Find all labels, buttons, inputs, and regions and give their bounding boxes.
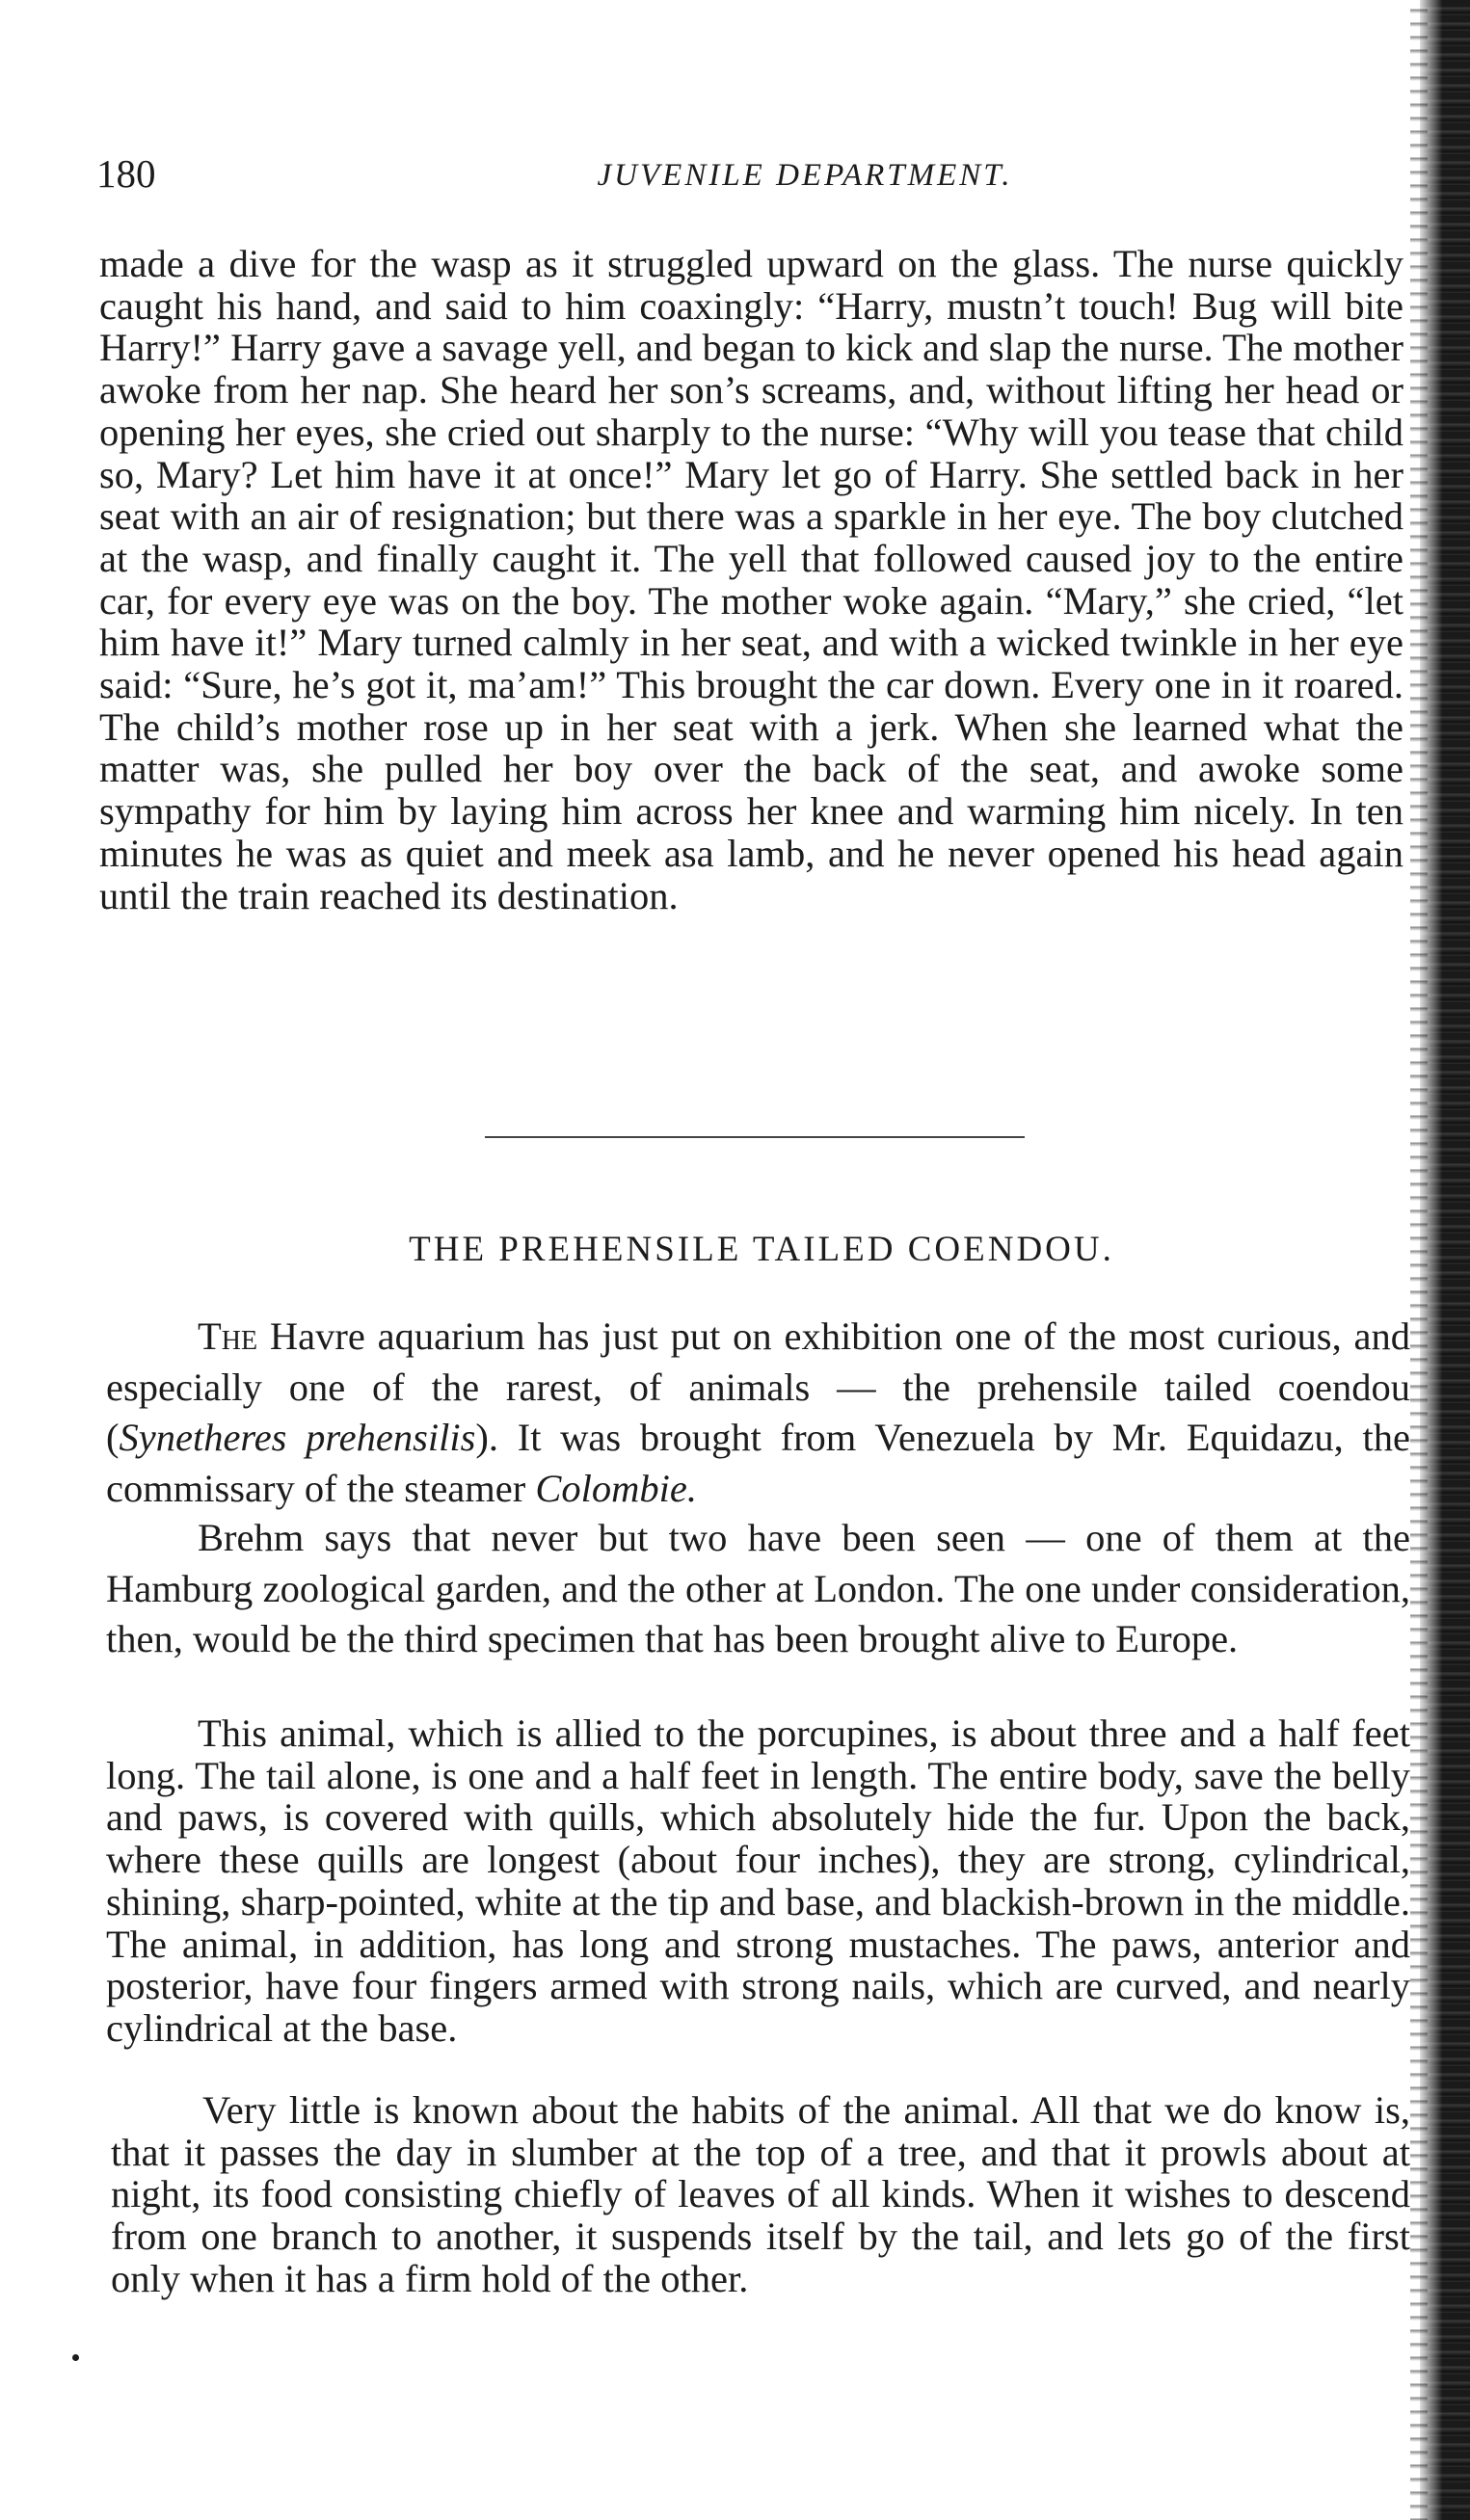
latin-name: Synetheres prehensilis	[119, 1416, 476, 1459]
article-title: THE PREHENSILE TAILED COENDOU.	[409, 1230, 1114, 1269]
ink-speck	[72, 2354, 79, 2361]
brehm-paragraph: Brehm says that never but two have been seen — one of them at the Hamburg zoological garden, and the other at London. The one under consideration, then, would be the third specimen that has been brought alive to Europe.	[106, 1516, 1410, 1660]
article-intro	[106, 1312, 1410, 1514]
page-header	[96, 149, 1427, 198]
page-edge	[1420, 0, 1470, 2520]
intro-paragraph	[106, 1312, 1410, 1514]
description-paragraph-block	[106, 1712, 1410, 2050]
habits-paragraph: Very little is known about the habits of the animal. All that we do know is, that it passes the day in slumber at the top of a tree, and that it prowls about at night, its food consisting chiefly of leaves of all kinds. When it wishes to descend from one branch to another, it suspends itself by the tail, and lets go of the first only when it has a firm hold of the other.	[111, 2088, 1410, 2300]
ship-name: Colombie.	[535, 1466, 697, 1510]
story-continuation	[99, 243, 1403, 916]
description-paragraph: This animal, which is allied to the porcupines, is about three and a half feet long. The tail alone, is one and a half feet in length. The entire body, save the belly and paws, is covered with quills, which absolutely hide the fur. Upon the back, where these quills are longest (about four inches), they are strong, cylindrical, shining, sharp-pointed, white at the tip and base, and blackish-brown in the middle. The animal, in addition, has long and strong mustaches. The paws, anterior and posterior, have four fingers armed with strong nails, which are curved, and nearly cylindrical at the base.	[106, 1711, 1410, 2050]
page-number: 180	[96, 151, 156, 196]
section-divider	[485, 1136, 1025, 1138]
intro-text-b: ). It was brought from Venezuela by Mr. Equidazu, the commissary of the steamer	[106, 1416, 1410, 1510]
habits-paragraph-block	[111, 2089, 1410, 2300]
running-head: JUVENILE DEPARTMENT.	[597, 158, 1013, 193]
brehm-paragraph-block	[106, 1513, 1410, 1665]
story-paragraph: made a dive for the wasp as it struggled upward on the glass. The nurse quickly caught his hand, and said to him coaxingly: “Harry, mustn’t touch! Bug will bite Harry!” Harry gave a savage yell, and began to kick and slap the nurse. The mother awoke from her nap. She heard her son’s screams, and, without lifting her head or opening her eyes, she cried out sharply to the nurse: “Why will you tease that child so, Mary? Let him have it at once!” Mary let go of Harry. She settled back in her seat with an air of resignation; but there was a sparkle in her eye. The boy clutched at the wasp, and finally caught it. The yell that followed caused joy to the entire car, for every eye was on the boy. The mother woke again. “Mary,” she cried, “let him have it!” Mary turned calmly in her seat, and with a wicked twinkle in her eye said: “Sure, he’s got it, ma’am!” This brought the car down. Every one in it roared. The child’s mother rose up in her seat with a jerk. When she learned what the matter was, she pulled her boy over the back of the seat, and awoke some sympathy for him by laying him across her knee and warming him nicely. In ten minutes he was as quiet and meek asa lamb, and he never opened his head again until the train reached its destination.	[99, 242, 1403, 917]
intro-text-a: Havre aquarium has just put on exhibition one of the most curious, and especially one of the rarest, of animals — the prehensile tailed coendou (	[106, 1314, 1410, 1459]
intro-lead-word: The	[198, 1314, 258, 1358]
